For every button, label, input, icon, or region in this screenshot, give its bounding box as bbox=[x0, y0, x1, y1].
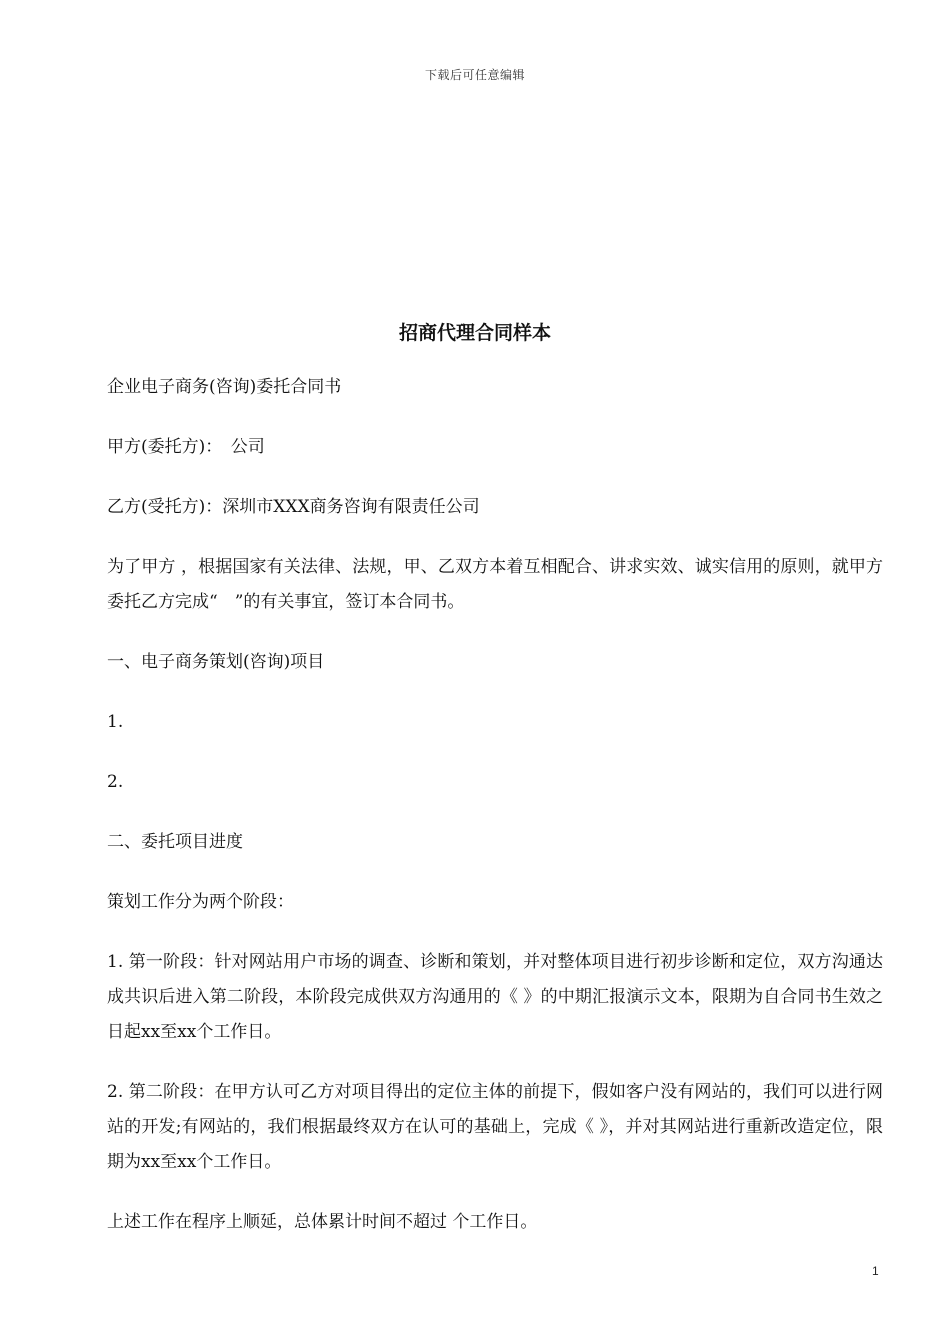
total-time-paragraph: 上述工作在程序上顺延，总体累计时间不超过 个工作日。 bbox=[107, 1212, 538, 1232]
stage-1-paragraph: 1. 第一阶段：针对网站用户市场的调查、诊断和策划，并对整体项目进行初步诊断和定位，双方沟通达成共识后进入第二阶段，本阶段完成供双方沟通用的《 》的中期汇报演示文本，限期为自合同书生效之日起xx至xx个工作日。 bbox=[107, 952, 883, 1042]
page-number: 1 bbox=[872, 1264, 879, 1278]
document-title: 招商代理合同样本 bbox=[398, 322, 551, 344]
contract-subtitle: 企业电子商务(咨询)委托合同书 bbox=[107, 377, 342, 397]
page-header-note: 下载后可任意编辑 bbox=[424, 68, 525, 82]
list-item-2: 2. bbox=[107, 772, 124, 792]
section-heading-1: 一、电子商务策划(咨询)项目 bbox=[107, 652, 325, 672]
section-heading-2: 二、委托项目进度 bbox=[107, 832, 243, 852]
list-item-1: 1. bbox=[107, 712, 124, 732]
preamble-paragraph: 为了甲方 ，根据国家有关法律、法规，甲、乙双方本着互相配合、讲求实效、诚实信用的原则，就甲方委托乙方完成“ ”的有关事宜，签订本合同书。 bbox=[107, 557, 883, 612]
document-body bbox=[107, 370, 883, 1265]
party-a-line: 甲方(委托方)： 公司 bbox=[107, 437, 265, 457]
stage-2-paragraph: 2. 第二阶段：在甲方认可乙方对项目得出的定位主体的前提下，假如客户没有网站的，我们可以进行网站的开发;有网站的，我们根据最终双方在认可的基础上，完成《 》，并对其网站进行重新改造定位，限期为xx至xx个工作日。 bbox=[107, 1082, 883, 1172]
party-b-line: 乙方(受托方)：深圳市XXX商务咨询有限责任公司 bbox=[107, 497, 480, 517]
stages-intro: 策划工作分为两个阶段： bbox=[107, 892, 294, 912]
